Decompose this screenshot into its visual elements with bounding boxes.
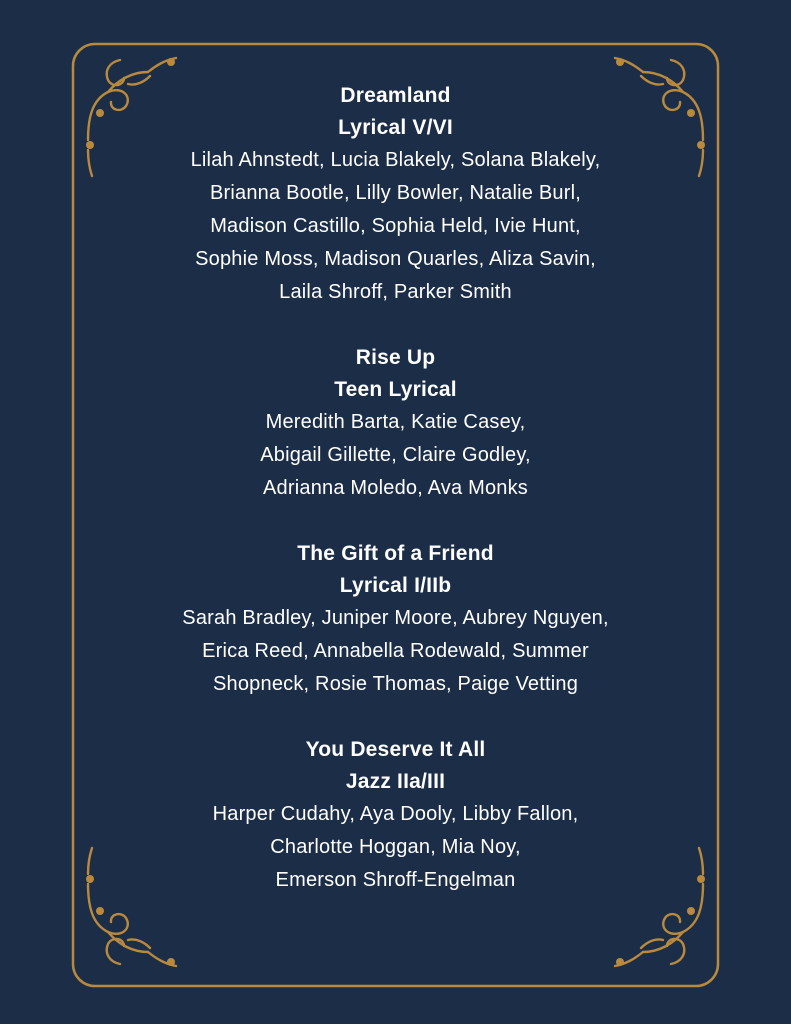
dancer-line: Sophie Moss, Madison Quarles, Aliza Savin, [195, 248, 596, 270]
piece-level: Jazz IIa/III [345, 770, 446, 793]
dancer-list [90, 144, 701, 309]
dancer-line: Lilah Ahnstedt, Lucia Blakely, Solana Blakely, [190, 149, 601, 171]
dancer-line: Adrianna Moledo, Ava Monks [263, 477, 528, 499]
dancer-list [90, 406, 701, 505]
piece-title: You Deserve It All [305, 738, 486, 761]
dancer-list [90, 798, 701, 897]
piece-rise-up [90, 342, 701, 505]
dancer-line: Harper Cudahy, Aya Dooly, Libby Fallon, [212, 803, 579, 825]
piece-title: Dreamland [340, 84, 451, 107]
piece-title: The Gift of a Friend [297, 542, 494, 565]
dancer-line: Abigail Gillette, Claire Godley, [260, 444, 531, 466]
dancer-line: Meredith Barta, Katie Casey, [265, 411, 526, 433]
piece-level: Teen Lyrical [334, 378, 457, 401]
dancer-line: Shopneck, Rosie Thomas, Paige Vetting [212, 673, 579, 695]
dancer-line: Brianna Bootle, Lilly Bowler, Natalie Burl, [209, 182, 581, 204]
dancer-line: Emerson Shroff-Engelman [275, 869, 516, 891]
piece-the-gift-of-a-friend [90, 538, 701, 701]
program-content [90, 80, 701, 930]
dancer-line: Sarah Bradley, Juniper Moore, Aubrey Nguyen, [182, 607, 609, 629]
dancer-line: Erica Reed, Annabella Rodewald, Summer [202, 640, 589, 662]
piece-level: Lyrical V/VI [338, 116, 453, 139]
piece-title: Rise Up [355, 346, 436, 369]
dancer-line: Laila Shroff, Parker Smith [279, 281, 512, 303]
dancer-list [90, 602, 701, 701]
dancer-line: Madison Castillo, Sophia Held, Ivie Hunt, [210, 215, 581, 237]
piece-you-deserve-it-all [90, 734, 701, 897]
piece-level: Lyrical I/IIb [339, 574, 452, 597]
piece-dreamland [90, 80, 701, 309]
dancer-line: Charlotte Hoggan, Mia Noy, [270, 836, 521, 858]
